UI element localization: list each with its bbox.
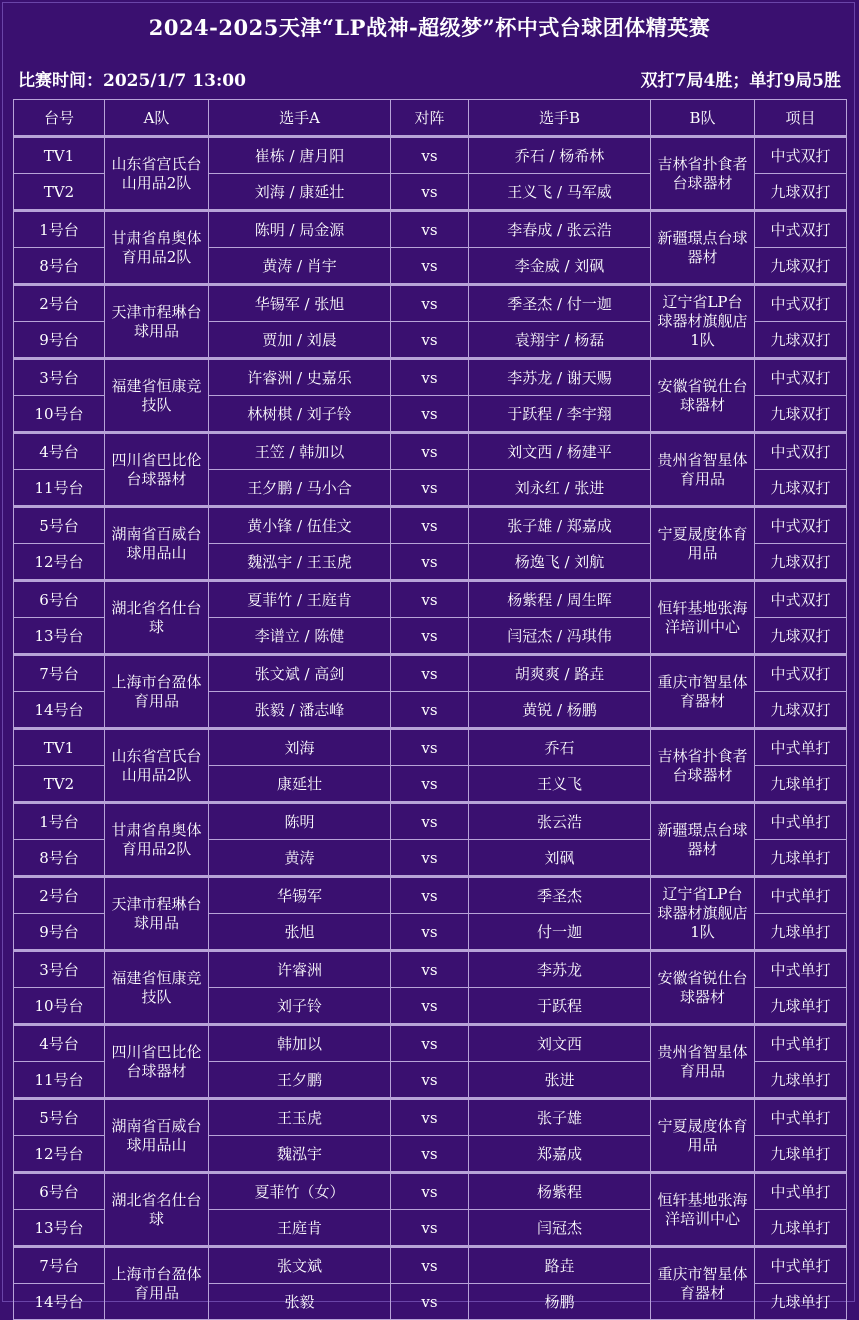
player-a: 华锡军 [209, 877, 391, 914]
event: 九球双打 [755, 470, 847, 507]
event: 中式双打 [755, 655, 847, 692]
player-b: 杨逸飞 / 刘航 [469, 544, 651, 581]
team-a: 山东省宫氏台山用品2队 [105, 729, 209, 803]
player-a: 张文斌 / 高剑 [209, 655, 391, 692]
player-a: 崔栋 / 唐月阳 [209, 137, 391, 174]
page-title: 2024-2025天津“LP战神-超级梦”杯中式台球团体精英赛 [148, 15, 711, 40]
player-b: 付一迦 [469, 914, 651, 951]
team-b: 辽宁省LP台球器材旗舰店1队 [651, 285, 755, 359]
player-b: 张云浩 [469, 803, 651, 840]
team-b: 辽宁省LP台球器材旗舰店1队 [651, 877, 755, 951]
table-row [14, 1173, 847, 1210]
player-a: 刘子铃 [209, 988, 391, 1025]
player-b: 闫冠杰 [469, 1210, 651, 1247]
player-b: 黄锐 / 杨鹏 [469, 692, 651, 729]
event: 九球单打 [755, 914, 847, 951]
player-a: 康延壮 [209, 766, 391, 803]
event: 中式双打 [755, 211, 847, 248]
player-a: 黄小锋 / 伍佳文 [209, 507, 391, 544]
versus: vs [391, 1062, 469, 1099]
match-format: 双打7局4胜；单打9局5胜 [640, 71, 841, 91]
player-b: 李苏龙 / 谢天赐 [469, 359, 651, 396]
table-row [14, 951, 847, 988]
player-a: 韩加以 [209, 1025, 391, 1062]
schedule-body [14, 137, 847, 1320]
event: 中式双打 [755, 285, 847, 322]
team-b: 新疆璟点台球器材 [651, 211, 755, 285]
player-a: 魏泓宇 [209, 1136, 391, 1173]
player-b: 季圣杰 [469, 877, 651, 914]
player-b: 张子雄 [469, 1099, 651, 1136]
player-b: 杨鹏 [469, 1284, 651, 1320]
table-number: 2号台 [14, 877, 105, 914]
versus: vs [391, 581, 469, 618]
table-number: 11号台 [14, 470, 105, 507]
table-number: 6号台 [14, 1173, 105, 1210]
table-row [14, 729, 847, 766]
table-number: 14号台 [14, 692, 105, 729]
team-a: 天津市程琳台球用品 [105, 877, 209, 951]
player-b: 杨紫程 [469, 1173, 651, 1210]
table-number: 13号台 [14, 618, 105, 655]
player-b: 于跃程 [469, 988, 651, 1025]
player-b: 刘永红 / 张进 [469, 470, 651, 507]
table-row [14, 433, 847, 470]
header-team-b: B队 [651, 100, 755, 137]
event: 九球单打 [755, 840, 847, 877]
player-b: 袁翔宇 / 杨磊 [469, 322, 651, 359]
versus: vs [391, 137, 469, 174]
versus: vs [391, 507, 469, 544]
team-b: 贵州省智星体育用品 [651, 433, 755, 507]
versus: vs [391, 803, 469, 840]
event: 中式单打 [755, 877, 847, 914]
versus: vs [391, 1173, 469, 1210]
table-number: 10号台 [14, 988, 105, 1025]
versus: vs [391, 470, 469, 507]
player-a: 王庭肯 [209, 1210, 391, 1247]
player-a: 许睿洲 [209, 951, 391, 988]
table-row [14, 211, 847, 248]
table-number: TV2 [14, 766, 105, 803]
versus: vs [391, 1210, 469, 1247]
player-a: 刘海 / 康延壮 [209, 174, 391, 211]
versus: vs [391, 1136, 469, 1173]
versus: vs [391, 766, 469, 803]
team-b: 吉林省扑食者台球器材 [651, 137, 755, 211]
player-b: 王义飞 [469, 766, 651, 803]
player-a: 贾加 / 刘晨 [209, 322, 391, 359]
player-b: 季圣杰 / 付一迦 [469, 285, 651, 322]
player-a: 黄涛 / 肖宇 [209, 248, 391, 285]
player-b: 张子雄 / 郑嘉成 [469, 507, 651, 544]
table-row [14, 1247, 847, 1284]
table-number: 12号台 [14, 1136, 105, 1173]
event: 九球双打 [755, 544, 847, 581]
table-row [14, 285, 847, 322]
versus: vs [391, 433, 469, 470]
team-a: 上海市台盈体育用品 [105, 655, 209, 729]
table-row [14, 1025, 847, 1062]
header-player-b: 选手B [469, 100, 651, 137]
player-a: 王夕鹏 [209, 1062, 391, 1099]
team-b: 新疆璟点台球器材 [651, 803, 755, 877]
player-b: 乔石 [469, 729, 651, 766]
table-number: 1号台 [14, 803, 105, 840]
event: 九球双打 [755, 618, 847, 655]
player-a: 夏菲竹 / 王庭肯 [209, 581, 391, 618]
event: 中式单打 [755, 951, 847, 988]
player-b: 于跃程 / 李宇翔 [469, 396, 651, 433]
player-a: 陈明 / 局金源 [209, 211, 391, 248]
team-a: 甘肃省帛奥体育用品2队 [105, 803, 209, 877]
table-number: 6号台 [14, 581, 105, 618]
versus: vs [391, 359, 469, 396]
event: 中式单打 [755, 729, 847, 766]
team-b: 吉林省扑食者台球器材 [651, 729, 755, 803]
table-number: 11号台 [14, 1062, 105, 1099]
table-number: 14号台 [14, 1284, 105, 1320]
event: 中式单打 [755, 803, 847, 840]
versus: vs [391, 618, 469, 655]
event: 中式双打 [755, 137, 847, 174]
versus: vs [391, 285, 469, 322]
table-number: 3号台 [14, 951, 105, 988]
team-a: 甘肃省帛奥体育用品2队 [105, 211, 209, 285]
player-b: 李春成 / 张云浩 [469, 211, 651, 248]
table-number: 4号台 [14, 433, 105, 470]
player-a: 陈明 [209, 803, 391, 840]
team-a: 山东省宫氏台山用品2队 [105, 137, 209, 211]
team-b: 贵州省智星体育用品 [651, 1025, 755, 1099]
player-a: 华锡军 / 张旭 [209, 285, 391, 322]
team-a: 天津市程琳台球用品 [105, 285, 209, 359]
table-row [14, 1099, 847, 1136]
player-b: 刘文西 / 杨建平 [469, 433, 651, 470]
player-b: 张进 [469, 1062, 651, 1099]
event: 中式双打 [755, 433, 847, 470]
versus: vs [391, 1025, 469, 1062]
header-versus: 对阵 [391, 100, 469, 137]
versus: vs [391, 174, 469, 211]
event: 九球单打 [755, 1136, 847, 1173]
team-a: 上海市台盈体育用品 [105, 1247, 209, 1320]
header-event: 项目 [755, 100, 847, 137]
versus: vs [391, 248, 469, 285]
table-row [14, 359, 847, 396]
player-b: 刘文西 [469, 1025, 651, 1062]
versus: vs [391, 1284, 469, 1320]
player-a: 王夕鹏 / 马小合 [209, 470, 391, 507]
player-a: 刘海 [209, 729, 391, 766]
event: 九球单打 [755, 1062, 847, 1099]
table-number: 7号台 [14, 655, 105, 692]
versus: vs [391, 1247, 469, 1284]
player-b: 闫冠杰 / 冯琪伟 [469, 618, 651, 655]
table-row [14, 655, 847, 692]
event: 中式双打 [755, 507, 847, 544]
team-a: 湖南省百威台球用品山 [105, 507, 209, 581]
team-a: 四川省巴比伦台球器材 [105, 1025, 209, 1099]
table-number: 3号台 [14, 359, 105, 396]
table-number: 7号台 [14, 1247, 105, 1284]
event: 九球双打 [755, 322, 847, 359]
player-b: 郑嘉成 [469, 1136, 651, 1173]
event: 中式双打 [755, 581, 847, 618]
table-header-row [14, 100, 847, 137]
versus: vs [391, 544, 469, 581]
player-a: 黄涛 [209, 840, 391, 877]
player-a: 王玉虎 [209, 1099, 391, 1136]
player-b: 刘砜 [469, 840, 651, 877]
player-b: 路垚 [469, 1247, 651, 1284]
team-a: 湖北省名仕台球 [105, 1173, 209, 1247]
table-number: 4号台 [14, 1025, 105, 1062]
event: 中式双打 [755, 359, 847, 396]
table-number: 10号台 [14, 396, 105, 433]
player-b: 杨紫程 / 周生晖 [469, 581, 651, 618]
versus: vs [391, 211, 469, 248]
versus: vs [391, 692, 469, 729]
team-b: 安徽省锐仕台球器材 [651, 359, 755, 433]
header-team-a: A队 [105, 100, 209, 137]
player-a: 张毅 [209, 1284, 391, 1320]
player-a: 李谱立 / 陈健 [209, 618, 391, 655]
player-a: 夏菲竹（女） [209, 1173, 391, 1210]
table-number: 8号台 [14, 840, 105, 877]
player-b: 李金威 / 刘砜 [469, 248, 651, 285]
schedule-table [13, 99, 847, 1320]
table-number: 8号台 [14, 248, 105, 285]
table-number: 1号台 [14, 211, 105, 248]
event: 九球单打 [755, 1284, 847, 1320]
player-a: 张毅 / 潘志峰 [209, 692, 391, 729]
player-a: 林树棋 / 刘子铃 [209, 396, 391, 433]
event: 九球双打 [755, 248, 847, 285]
table-row [14, 581, 847, 618]
versus: vs [391, 729, 469, 766]
player-a: 王笠 / 韩加以 [209, 433, 391, 470]
table-number: 5号台 [14, 1099, 105, 1136]
team-b: 重庆市智星体育器材 [651, 655, 755, 729]
event: 中式单打 [755, 1247, 847, 1284]
match-time: 比赛时间：2025/1/7 13:00 [18, 71, 246, 91]
event: 九球单打 [755, 766, 847, 803]
event: 九球双打 [755, 396, 847, 433]
player-a: 张文斌 [209, 1247, 391, 1284]
versus: vs [391, 877, 469, 914]
event: 九球单打 [755, 988, 847, 1025]
versus: vs [391, 988, 469, 1025]
player-b: 胡爽爽 / 路垚 [469, 655, 651, 692]
table-number: 12号台 [14, 544, 105, 581]
player-b: 乔石 / 杨希林 [469, 137, 651, 174]
event: 九球单打 [755, 1210, 847, 1247]
team-b: 重庆市智星体育器材 [651, 1247, 755, 1320]
player-b: 李苏龙 [469, 951, 651, 988]
table-number: 13号台 [14, 1210, 105, 1247]
event: 中式单打 [755, 1173, 847, 1210]
table-number: 9号台 [14, 322, 105, 359]
table-row [14, 507, 847, 544]
team-a: 福建省恒康竞技队 [105, 951, 209, 1025]
table-number: 9号台 [14, 914, 105, 951]
team-b: 恒轩基地张海洋培训中心 [651, 581, 755, 655]
team-a: 湖南省百威台球用品山 [105, 1099, 209, 1173]
versus: vs [391, 951, 469, 988]
event: 九球双打 [755, 692, 847, 729]
player-a: 许睿洲 / 史嘉乐 [209, 359, 391, 396]
team-a: 湖北省名仕台球 [105, 581, 209, 655]
player-a: 魏泓宇 / 王玉虎 [209, 544, 391, 581]
table-number: TV1 [14, 137, 105, 174]
versus: vs [391, 655, 469, 692]
player-a: 张旭 [209, 914, 391, 951]
table-number: TV1 [14, 729, 105, 766]
team-b: 宁夏晟度体育用品 [651, 507, 755, 581]
team-a: 福建省恒康竞技队 [105, 359, 209, 433]
event: 九球双打 [755, 174, 847, 211]
table-number: TV2 [14, 174, 105, 211]
header-table-no: 台号 [14, 100, 105, 137]
header-player-a: 选手A [209, 100, 391, 137]
versus: vs [391, 1099, 469, 1136]
versus: vs [391, 914, 469, 951]
team-b: 宁夏晟度体育用品 [651, 1099, 755, 1173]
versus: vs [391, 840, 469, 877]
table-row [14, 877, 847, 914]
team-b: 恒轩基地张海洋培训中心 [651, 1173, 755, 1247]
table-number: 5号台 [14, 507, 105, 544]
team-b: 安徽省锐仕台球器材 [651, 951, 755, 1025]
event: 中式单打 [755, 1099, 847, 1136]
table-row [14, 803, 847, 840]
versus: vs [391, 396, 469, 433]
versus: vs [391, 322, 469, 359]
team-a: 四川省巴比伦台球器材 [105, 433, 209, 507]
table-row [14, 137, 847, 174]
event: 中式单打 [755, 1025, 847, 1062]
table-number: 2号台 [14, 285, 105, 322]
player-b: 王义飞 / 马军威 [469, 174, 651, 211]
